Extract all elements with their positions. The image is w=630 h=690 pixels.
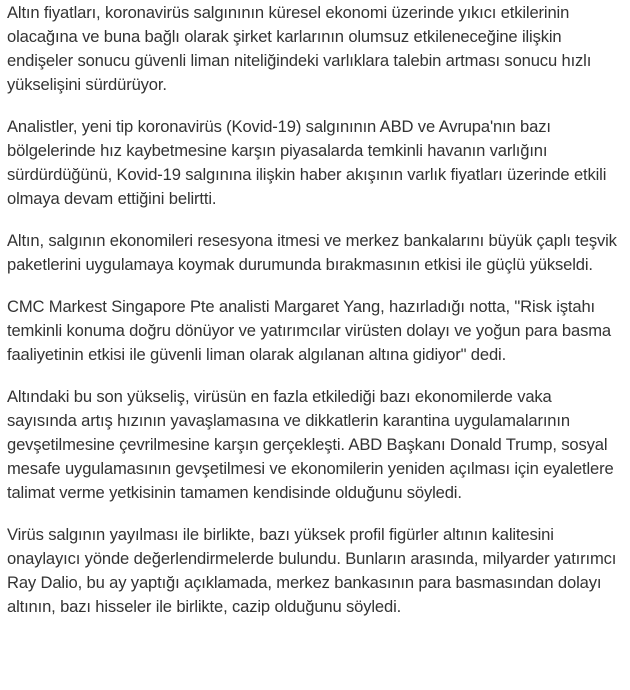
article-paragraph: Analistler, yeni tip koronavirüs (Kovid-19) salgınının ABD ve Avrupa'nın bazı bölgelerinde hız kaybetmesine karşın piyasalarda temkinli havanın varlığını sürdürdüğünü, Kovid-19 salgınına ilişkin haber akışının varlık fiyatları üzerinde etkili olmaya devam ettiğini belirtti. (7, 117, 607, 208)
article-paragraph: Virüs salgının yayılması ile birlikte, bazı yüksek profil figürler altının kalitesini onaylayıcı yönde değerlendirmelerde bulundu. Bunların arasında, milyarder yatırımcı Ray Dalio, bu ay yaptığı açıklamada, merkez bankasının para basmasından dolayı altının, bazı hisseler ile birlikte, cazip olduğunu söyledi. (7, 525, 617, 616)
article-paragraph: Altındaki bu son yükseliş, virüsün en fazla etkilediği bazı ekonomilerde vaka sayısında artış hızının yavaşlamasına ve dikkatlerin karantina uygulamalarının gevşetilmesine çevrilmesine karşın gerçekleşti. ABD Başkanı Donald Trump, sosyal mesafe uygulamasının gevşetilmesi ve ekonomilerin yeniden açılması için eyaletlere talimat verme yetkisinin tamamen kendisinde olduğunu söyledi. (7, 387, 614, 502)
article-paragraph: Altın fiyatları, koronavirüs salgınının küresel ekonomi üzerinde yıkıcı etkilerinin olacağına ve buna bağlı olarak şirket karlarının olumsuz etkileneceğine ilişkin endişeler sonucu güvenli liman niteliğindeki varlıklara talebin artması sonucu hızlı yükselişini sürdürüyor. (7, 3, 592, 94)
article-paragraph: CMC Markest Singapore Pte analisti Margaret Yang, hazırladığı notta, "Risk iştahı temkinli konuma doğru dönüyor ve yatırımcılar virüsten dolayı ve yoğun para basma faaliyetinin etkisi ile güvenli liman olarak algılanan altına gidiyor" dedi. (7, 297, 611, 364)
article-paragraph: Altın, salgının ekonomileri resesyona itmesi ve merkez bankalarını büyük çaplı teşvik paketlerini uygulamaya koymak durumunda bırakmasının etkisi ile güçlü yükseldi. (7, 231, 617, 274)
article-body (0, 1, 630, 619)
